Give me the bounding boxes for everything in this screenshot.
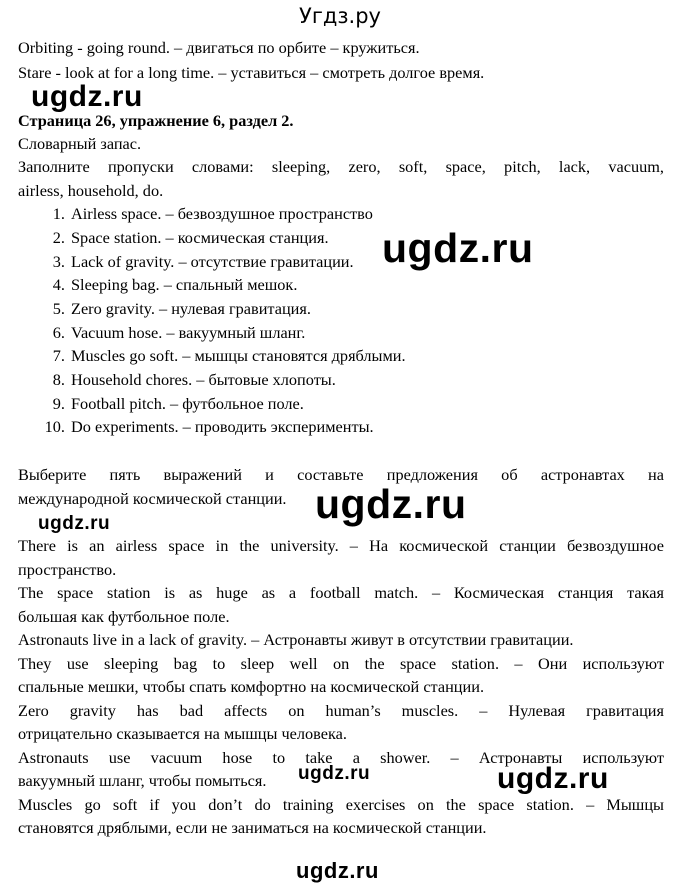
watermark-footer: ugdz.ru [296, 858, 379, 883]
list-item-text: Sleeping bag. – спальный мешок. [71, 275, 298, 294]
sentence-line: Astronauts use vacuum hose to take a shower. – Астронавты используют [18, 748, 664, 767]
sentence-line: спальные мешки, чтобы спать комфортно на космической станции. [18, 677, 485, 696]
list-item-number: 5. [52, 299, 65, 318]
sentence-line: Astronauts live in a lack of gravity. – Астронавты живут в отсутствии гравитации. [18, 630, 574, 649]
list-item-text: Airless space. – безвоздушное пространство [71, 204, 373, 223]
sentence-line: вакуумный шланг, чтобы помыться. [18, 771, 267, 790]
list-item-number: 7. [52, 346, 65, 365]
sentence-line: становятся дряблыми, если не заниматься на космической станции. [18, 818, 487, 837]
list-item-number: 9. [52, 394, 65, 413]
sentence-line: пространство. [18, 560, 117, 579]
list-item-text: Do experiments. – проводить эксперименты. [71, 417, 374, 436]
intro-line-1: Orbiting - going round. – двигаться по орбите – кружиться. [18, 38, 420, 57]
sentence-line: There is an airless space in the university. – На космической станции безвоздушное [18, 536, 664, 555]
sentence-line: Muscles go soft if you don’t do training exercises on the space station. – Мышцы [18, 795, 664, 814]
sentence-line: Zero gravity has bad affects on human’s muscles. – Нулевая гравитация [18, 701, 664, 720]
site-title: Угдз.ру [299, 4, 381, 28]
watermark: ugdz.ru [298, 763, 371, 784]
list-item-number: 2. [52, 228, 65, 247]
list-item-number: 8. [52, 370, 65, 389]
watermark: ugdz.ru [382, 225, 534, 271]
list-item-text: Vacuum hose. – вакуумный шланг. [71, 323, 306, 342]
task2-line-1: Выберите пять выражений и составьте предложения об астронавтах на [18, 465, 664, 484]
watermark: ugdz.ru [31, 80, 143, 113]
list-item-text: Zero gravity. – нулевая гравитация. [71, 299, 311, 318]
sentence-line: большая как футбольное поле. [18, 607, 230, 626]
sentence-line: отрицательно сказывается на мышцы человека. [18, 724, 347, 743]
list-item-text: Lack of gravity. – отсутствие гравитации. [71, 252, 354, 271]
list-item-text: Space station. – космическая станция. [71, 228, 329, 247]
sentence-line: The space station is as huge as a football match. – Космическая станция такая [18, 583, 664, 602]
list-item-text: Household chores. – бытовые хлопоты. [71, 370, 336, 389]
section-heading: Страница 26, упражнение 6, раздел 2. [18, 111, 294, 130]
list-item-number: 6. [52, 323, 65, 342]
sentence-line: They use sleeping bag to sleep well on the space station. – Они используют [18, 654, 664, 673]
watermark: ugdz.ru [315, 481, 467, 527]
task1-line-2: airless, household, do. [18, 181, 164, 200]
watermark: ugdz.ru [38, 513, 111, 534]
list-item-number: 10. [44, 417, 65, 436]
list-item-number: 3. [52, 252, 65, 271]
list-item-number: 4. [52, 275, 65, 294]
task2-line-2: международной космической станции. [18, 489, 287, 508]
watermark: ugdz.ru [497, 762, 609, 795]
list-item-number: 1. [52, 204, 65, 223]
section-subheading: Словарный запас. [18, 134, 142, 153]
task1-line-1: Заполните пропуски словами: sleeping, zero, soft, space, pitch, lack, vacuum, [18, 157, 664, 176]
intro-line-2: Stare - look at for a long time. – уставиться – смотреть долгое время. [18, 63, 485, 82]
list-item-text: Football pitch. – футбольное поле. [71, 394, 304, 413]
list-item-text: Muscles go soft. – мышцы становятся дряблыми. [71, 346, 406, 365]
